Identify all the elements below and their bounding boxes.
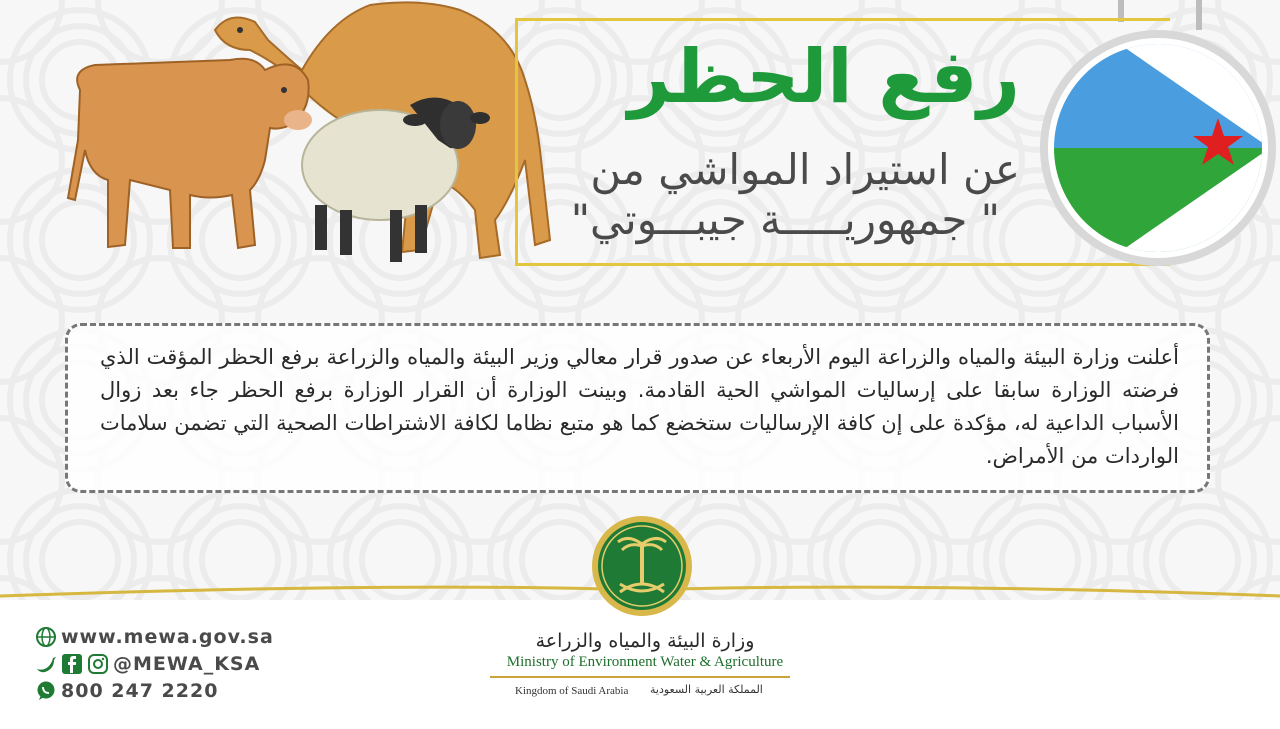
website-row xyxy=(35,626,274,648)
phone-number[interactable]: 800 247 2220 xyxy=(61,680,219,702)
ministry-name-english: Ministry of Environment Water & Agriculture xyxy=(506,654,784,670)
whatsapp-icon xyxy=(35,680,57,702)
phone-row xyxy=(35,680,218,702)
facebook-icon[interactable] xyxy=(61,653,83,675)
website-link[interactable]: www.mewa.gov.sa xyxy=(61,626,274,648)
livestock-illustration xyxy=(40,0,580,270)
social-handle[interactable]: @MEWA_KSA xyxy=(113,653,261,675)
ministry-divider xyxy=(490,676,790,678)
kingdom-name-arabic: المملكة العربية السعودية xyxy=(650,683,763,696)
djibouti-flag xyxy=(1038,28,1278,268)
page-title: رفع الحظر xyxy=(628,34,1020,120)
cow-illustration xyxy=(68,59,312,248)
ministry-emblem xyxy=(590,514,694,618)
globe-icon xyxy=(35,626,57,648)
country-name: " جمهوريـــــة جيبـــوتي" xyxy=(570,195,1000,244)
social-row xyxy=(35,653,260,675)
ministry-name-arabic: وزارة البيئة والمياه والزراعة xyxy=(535,630,755,652)
announcement-text: أعلنت وزارة البيئة والمياه والزراعة اليوم الأربعاء عن صدور قرار معالي وزير البيئة والمياه والزراعة برفع الحظر المؤقت الذي فرضته الوزارة سابقا على إرساليات المواشي الحية القادمة. وبينت الوزارة أن القرار الوزارة برفع الحظر جاء بعد زوال الأسباب الداعية له، مؤكدة على إن كافة الإرساليات ستخضع كما هو متبع نظاما لكافة الاشتراطات الصحية التي تضمن سلامات الواردات من الأمراض. xyxy=(100,345,1179,468)
twitter-icon[interactable] xyxy=(35,653,57,675)
instagram-icon[interactable] xyxy=(87,653,109,675)
announcement-box xyxy=(65,323,1210,493)
page-subtitle: عن استيراد المواشي من xyxy=(590,145,1020,194)
kingdom-name-english: Kingdom of Saudi Arabia xyxy=(515,685,629,697)
